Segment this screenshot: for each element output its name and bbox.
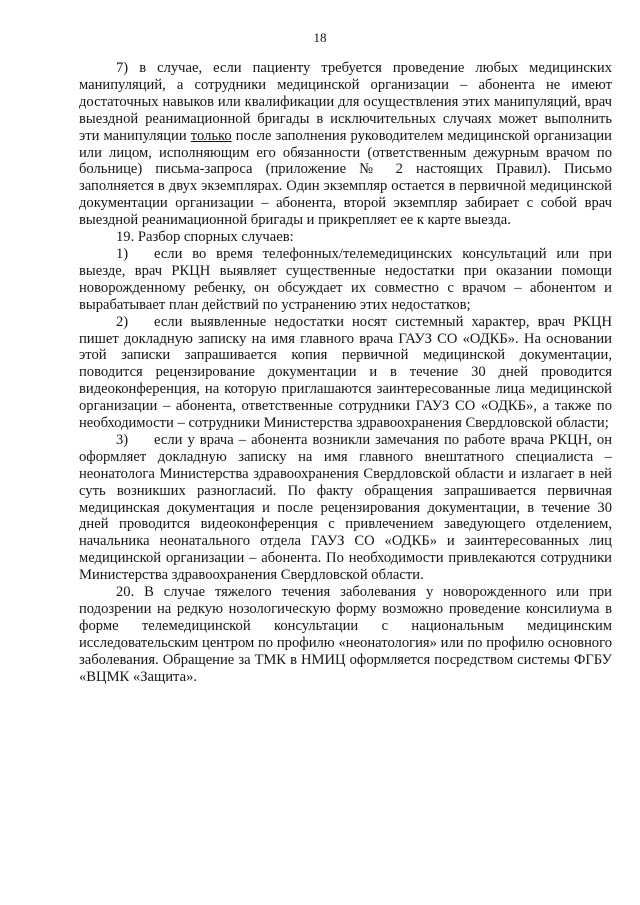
subitem-2	[79, 314, 612, 432]
subitem-text: если выявленные недостатки носят системный характер, врач РКЦН пишет докладную записку на имя главного врача ГАУЗ СО «ОДКБ». На основании этой записки запрашивается копия первичной медицинской документации, поводится рецензирование документации и в течение 30 дней проводится видеоконференция, на которую приглашаются заинтересованные лица медицинской организации – абонента, ответственные сотрудники ГАУЗ СО «ОДКБ», а также по необходимости – сотрудники Министерства здравоохранения Свердловской области;	[79, 313, 612, 432]
subitem-number: 3)	[116, 431, 129, 448]
paragraph-item-7	[79, 60, 612, 229]
subitem-number: 2)	[116, 313, 129, 330]
page-number: 18	[313, 30, 327, 45]
item-7-underlined-word: только	[190, 127, 232, 144]
document-body	[79, 60, 612, 686]
paragraph-item-19-heading: 19. Разбор спорных случаев:	[116, 229, 294, 246]
subitem-text: если у врача – абонента возникли замечания по работе врача РКЦН, он оформляет докладную записку на имя главного внештатного специалиста – неонатолога Министерства здравоохранения Свердловской области и излагает в ней суть возникших разногласий. По факту обращения запрашивается первичная медицинская документация и после рецензирования документации, в течение 30 дней проводится видеоконференция с привлечением заведующего отделением, начальника неонатального отдела ГАУЗ СО «ОДКБ» и заинтересованных лиц медицинской организации – абонента. По необходимости привлекаются сотрудники Министерства здравоохранения Свердловской области.	[79, 431, 612, 584]
paragraph-item-20: 20. В случае тяжелого течения заболевания у новорожденного или при подозрении на редкую нозологическую форму возможно проведение консилиума в форме телемедицинской консультации с национальным медицинским исследовательским центром по профилю «неонатология» или по профилю основного заболевания. Обращение за ТМК в НМИЦ оформляется посредством системы ФГБУ «ВЦМК «Защита».	[79, 584, 612, 685]
subitem-text: если во время телефонных/телемедицинских консультаций или при выезде, врач РКЦН выявляет существенные недостатки при оказании помощи новорожденному ребенку, он обсуждает их совместно с врачом – абонентом и вырабатывает план действий по устранению этих недостатков;	[79, 245, 612, 313]
subitem-3	[79, 432, 612, 584]
subitem-1	[79, 246, 612, 314]
item-7-text-end: после заполнения руководителем медицинской организации или лицом, исполняющим его обязанности (ответственным дежурным врачом по больнице) письма-запроса (приложение № 2 настоящих Правил). Письмо заполняется в двух экземплярах. Один экземпляр остается в первичной медицинской документации организации – абонента, второй экземпляр забирает с собой врач выездной реанимационной бригады и прикрепляет ее к карте выезда.	[79, 127, 612, 229]
subitem-number: 1)	[116, 245, 129, 262]
item-7-text-start: 7) в случае, если пациенту требуется проведение любых медицинских манипуляций, а сотрудники медицинской организации – абонента не имеют достаточных навыков или квалификации для осуществления этих манипуляций, врач выездной реанимационной бригады в исключительных случаях может выполнить эти манипуляции	[79, 60, 612, 144]
